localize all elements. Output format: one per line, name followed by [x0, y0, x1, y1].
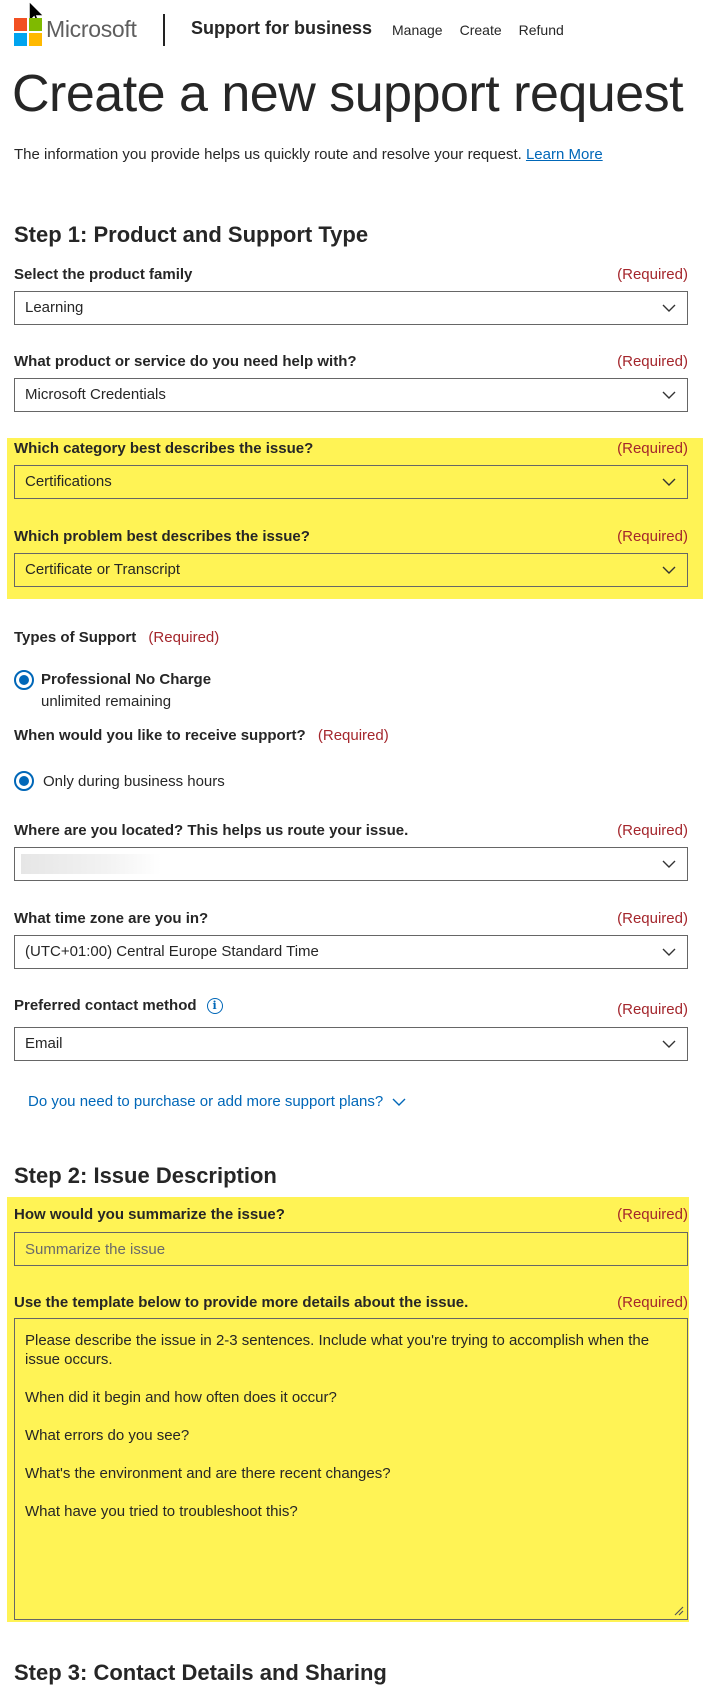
intro-sentence: The information you provide helps us quickly route and resolve your request. [14, 146, 522, 163]
redacted-location [21, 854, 161, 874]
support-types-row [14, 629, 219, 646]
required-indicator: (Required) [317, 727, 389, 744]
problem-value: Certificate or Transcript [25, 561, 181, 578]
page-title: Create a new support request [12, 65, 684, 123]
category-label: Which category best describes the issue? [14, 440, 314, 457]
product-service-label: What product or service do you need help with? [14, 353, 357, 370]
details-textarea[interactable] [14, 1318, 688, 1620]
chevron-down-icon [661, 474, 677, 490]
product-service-value: Microsoft Credentials [25, 386, 166, 403]
chevron-down-icon [661, 1036, 677, 1052]
support-types-label: Types of Support [14, 629, 137, 646]
top-nav [392, 22, 564, 38]
support-option-sub: unlimited remaining [41, 693, 172, 710]
microsoft-logo-icon[interactable] [14, 18, 42, 46]
required-indicator: (Required) [148, 629, 220, 646]
chevron-down-icon [391, 1094, 407, 1110]
intro-text [14, 146, 603, 163]
brand-name[interactable]: Microsoft [46, 16, 137, 42]
product-family-label: Select the product family [14, 266, 193, 283]
nav-refund[interactable]: Refund [518, 22, 564, 38]
location-select[interactable] [14, 847, 688, 881]
location-label: Where are you located? This helps us route your issue. [14, 822, 409, 839]
support-time-option[interactable]: Only during business hours [43, 773, 225, 790]
problem-select[interactable] [14, 553, 688, 587]
details-label: Use the template below to provide more details about the issue. [14, 1294, 469, 1311]
problem-label: Which problem best describes the issue? [14, 528, 310, 545]
required-indicator: (Required) [617, 1294, 688, 1311]
site-title[interactable]: Support for business [191, 18, 373, 38]
chevron-down-icon [661, 856, 677, 872]
contact-label-row [14, 997, 223, 1014]
step3-heading: Step 3: Contact Details and Sharing [14, 1660, 387, 1685]
step2-heading: Step 2: Issue Description [14, 1163, 277, 1188]
chevron-down-icon [661, 300, 677, 316]
timezone-select[interactable] [14, 935, 688, 969]
info-icon[interactable]: i [207, 998, 223, 1014]
required-indicator: (Required) [617, 353, 688, 370]
product-family-select[interactable] [14, 291, 688, 325]
chevron-down-icon [661, 387, 677, 403]
required-indicator: (Required) [617, 440, 688, 457]
contact-method-value: Email [25, 1035, 63, 1052]
support-option-title[interactable]: Professional No Charge [41, 671, 212, 688]
step1-heading: Step 1: Product and Support Type [14, 222, 369, 247]
radio-business-hours[interactable] [14, 771, 34, 791]
required-indicator: (Required) [617, 266, 688, 283]
radio-professional-no-charge[interactable] [14, 670, 34, 690]
nav-manage[interactable]: Manage [392, 22, 443, 38]
header-divider [163, 14, 165, 46]
category-value: Certifications [25, 473, 112, 490]
nav-create[interactable]: Create [459, 22, 502, 38]
more-support-plans-text: Do you need to purchase or add more support plans? [28, 1093, 384, 1110]
summary-input[interactable] [14, 1232, 688, 1266]
support-time-row [14, 727, 389, 744]
product-service-select[interactable] [14, 378, 688, 412]
timezone-value: (UTC+01:00) Central Europe Standard Time [25, 943, 319, 960]
required-indicator: (Required) [617, 528, 688, 545]
summary-label: How would you summarize the issue? [14, 1206, 285, 1223]
timezone-label: What time zone are you in? [14, 910, 209, 927]
chevron-down-icon [661, 944, 677, 960]
resize-grip-icon[interactable] [672, 1604, 684, 1616]
required-indicator: (Required) [617, 910, 688, 927]
required-indicator: (Required) [617, 1001, 688, 1018]
more-support-plans-toggle[interactable] [28, 1093, 407, 1110]
required-indicator: (Required) [617, 822, 688, 839]
contact-method-select[interactable] [14, 1027, 688, 1061]
required-indicator: (Required) [617, 1206, 688, 1223]
contact-label: Preferred contact method [14, 997, 197, 1014]
learn-more-link[interactable]: Learn More [525, 146, 603, 163]
product-family-value: Learning [25, 299, 84, 316]
support-time-label: When would you like to receive support? [14, 727, 306, 744]
category-select[interactable] [14, 465, 688, 499]
chevron-down-icon [661, 562, 677, 578]
